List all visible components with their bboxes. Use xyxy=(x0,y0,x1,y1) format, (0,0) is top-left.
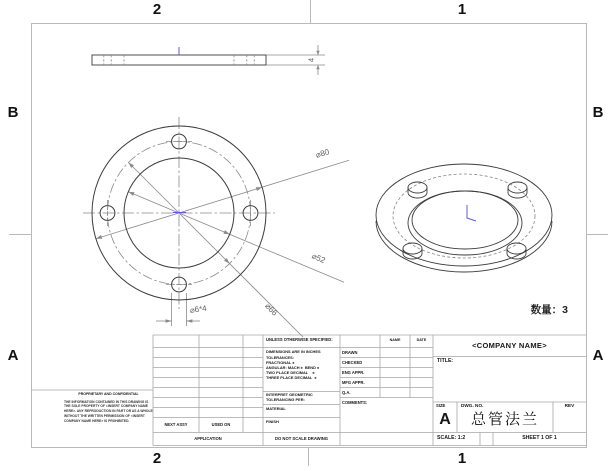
spec-line-3: FRACTIONAL ± xyxy=(266,359,295,365)
finish-label: FINISH xyxy=(266,418,279,424)
zone-label-left-a: A xyxy=(7,346,19,364)
dim-outer-diameter[interactable]: ⌀80 xyxy=(314,147,331,160)
spec-line-6: THREE PLACE DECIMAL ± xyxy=(266,374,317,380)
zone-label-bottom-1: 1 xyxy=(457,449,467,467)
company-name: <COMPANY NAME> xyxy=(472,341,547,350)
size-value: A xyxy=(439,410,451,428)
zone-label-right-a: A xyxy=(592,346,604,364)
top-view[interactable] xyxy=(92,45,325,75)
spec-line-5: TWO PLACE DECIMAL ± xyxy=(266,369,315,375)
application-label: APPLICATION xyxy=(194,435,222,441)
origin-triad xyxy=(467,205,476,221)
proprietary-body: THE INFORMATION CONTAINED IN THIS DRAWING IS THE SOLE PROPERTY OF <INSERT COMPANY NAME HERE>. ANY REPRODUCTION IN PART OR AS A WHOLE WITHOUT THE WRITTEN PERMISSION OF <INSERT COMPANY NAME HERE> IS PROHIBITED. xyxy=(64,399,153,424)
dim-bolt-circle-diameter[interactable]: ⌀66 xyxy=(263,301,280,318)
bolt-circle-hidden xyxy=(393,174,535,258)
next-assy-label: NEXT ASSY xyxy=(164,421,188,427)
zone-label-left-b: B xyxy=(7,103,19,121)
date-column-header: DATE xyxy=(416,338,427,343)
interpret-line-1: INTERPRET GEOMETRIC xyxy=(266,392,313,397)
do-not-scale-label: DO NOT SCALE DRAWING xyxy=(274,435,329,441)
zone-label-top-2: 2 xyxy=(152,0,162,18)
material-label: MATERIAL xyxy=(266,405,286,411)
spec-line-4: ANGULAR: MACH ± BEND ± xyxy=(266,364,320,370)
dwg-no-value: 总管法兰 xyxy=(470,411,539,428)
spec-line-1: DIMENSIONS ARE IN INCHES xyxy=(266,349,321,354)
zone-label-top-1: 1 xyxy=(457,0,467,18)
zone-label-right-b: B xyxy=(592,103,604,121)
used-on-label: USED ON xyxy=(211,421,231,427)
dim-thickness[interactable]: 4 xyxy=(306,57,316,63)
eng-appr-label: ENG APPR. xyxy=(342,369,365,375)
dimension-leaders xyxy=(96,160,349,337)
interpret-line-2: TOLERANCING PER: xyxy=(266,397,305,402)
mfg-appr-label: MFG APPR. xyxy=(342,379,365,385)
sheet-value: SHEET 1 OF 1 xyxy=(522,435,557,442)
qa-label: Q.A. xyxy=(342,389,351,395)
dim-bore-diameter[interactable]: ⌀52 xyxy=(310,251,327,266)
unless-otherwise-label: UNLESS OTHERWISE SPECIFIED: xyxy=(266,337,333,342)
comments-label: COMMENTS: xyxy=(342,399,368,405)
scale-value: SCALE: 1:2 xyxy=(437,434,466,441)
proprietary-heading: PROPRIETARY AND CONFIDENTIAL xyxy=(78,392,139,396)
hidden-lines xyxy=(104,55,254,65)
name-column-header: NAME xyxy=(389,338,401,343)
drawn-label: DRAWN xyxy=(342,349,358,355)
checked-label: CHECKED xyxy=(342,359,363,365)
dim-hole-note[interactable]: ⌀6*4 xyxy=(189,303,208,315)
flange-body xyxy=(376,164,552,272)
dwg-no-label: DWG. NO. xyxy=(461,402,484,408)
quantity-note: 数量：3 xyxy=(530,304,568,316)
rev-label: REV xyxy=(564,403,575,408)
isometric-view[interactable] xyxy=(376,164,552,272)
size-label: SIZE xyxy=(436,402,446,408)
title-label: TITLE: xyxy=(437,358,454,364)
spec-line-2: TOLERANCES: xyxy=(266,354,295,360)
zone-label-bottom-2: 2 xyxy=(152,449,162,467)
front-view[interactable] xyxy=(83,117,349,337)
